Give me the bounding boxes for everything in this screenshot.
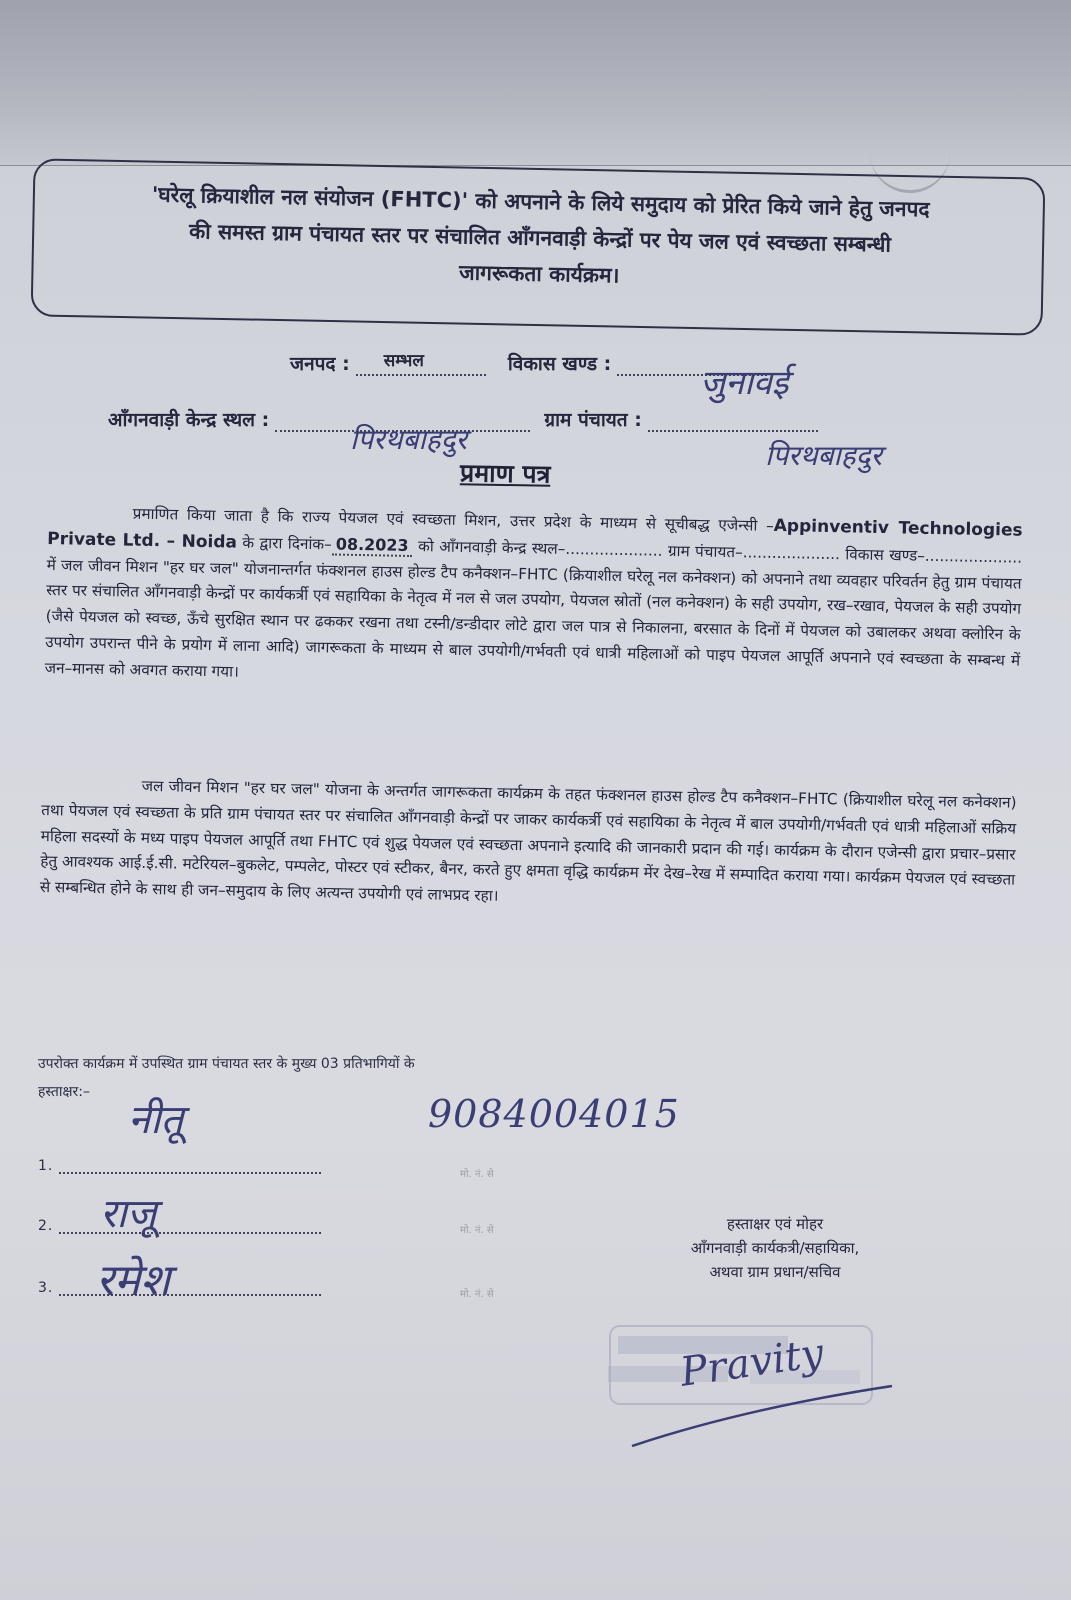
banner-line-1: 'घरेलू क्रियाशील नल संयोजन (FHTC)' को अपनाने के लिये समुदाय को प्रेरित किये जाने हेतु जनपद [151,182,930,222]
participant-3-signature: रमेश [96,1255,171,1306]
participant-line-1 [38,1158,321,1174]
participant-1-signature: नीतू [128,1097,184,1143]
certificate-paragraph-1 [45,500,1023,700]
participant-line-2 [38,1218,321,1234]
gram-panchayat-label: ग्राम पंचायत : [544,409,642,431]
participant-line-1-dots [59,1160,321,1174]
anganwadi-label: आँगनवाड़ी केन्द्र स्थल : [108,409,270,431]
participant-phone-number: 9084004015 [428,1092,680,1136]
vikas-khand-label: विकास खण्ड : [507,353,612,375]
banner-line-2: की समस्त ग्राम पंचायत स्तर पर संचालित आँगनवाड़ी केन्द्रों पर पेय जल एवं स्वच्छता सम्बन्धी [188,219,892,257]
participant-line-2-number: 2. [38,1218,54,1234]
participant-2-signature: राजू [100,1191,157,1237]
authority-signature: Pravity [677,1330,827,1396]
authority-line-3: अथवा ग्राम प्रधान/सचिव [709,1263,841,1281]
participant-line-3 [38,1280,321,1296]
para1-body: को आँगनवाड़ी केन्द्र स्थल–.................... ग्राम पंचायत–.................... विकास खण्ड–.................... में जल जीवन मिशन "हर घर जल" योजनान्तर्गत फंक्शनल हाउस होल्ड टैप कनैक्शन–FHTC (क्रियाशील घरेलू नल कनेक्शन) को अपनाने तथा व्यवहार परिवर्तन हेतु ग्राम पंचायत स्तर पर संचालित आँगनवाड़ी केन्द्रों पर कार्यकर्त्री एवं सहायिका के नेतृत्व में नल से जल उपयोग, पेयजल स्रोतों (नल कनेक्शन) के सही उपयोग, रख–रखाव, पेयजल के सही उपयोग (जैसे पेयजल को स्वच्छ, ऊँचे सुरक्षित स्थान पर ढककर रखना तथा टस्नी/डन्डीदार लोटे द्वारा जल पात्र से निकालना, बरसात के दिनों में पेयजल को उबालकर अथवा क्लोरिन के उपयोग उपरान्त पीने के प्रयोग में लाना आदि) जागरूकता के माध्यम से बाल उपयोगी/गर्भवती एवं धात्री महिलाओं को पाइप पेयजल आपूर्ति अपनाने एवं स्वच्छता के सम्बन्ध में जन–मानस को अवगत कराया गया। [44,536,1023,681]
janpad-label: जनपद : [290,353,350,375]
participant-line-2-dots [59,1220,321,1234]
vikas-khand-handwritten: जुनावई [700,363,789,403]
janpad-row [290,350,767,376]
gram-panchayat-handwritten: पिरथबाहदुर [765,439,882,472]
participants-intro: उपरोक्त कार्यक्रम में उपस्थित ग्राम पंचायत स्तर के मुख्य 03 प्रतिभागियों के [38,1056,415,1072]
authority-signature-stroke [630,1380,900,1450]
certificate-paragraph-2: जल जीवन मिशन "हर घर जल" योजना के अन्तर्गत जागरूकता कार्यक्रम के तहत फंक्शनल हाउस होल्ड टैप कनैक्शन–FHTC (क्रियाशील घरेलू नल कनेक्शन) तथा पेयजल एवं स्वच्छता के प्रति ग्राम पंचायत स्तर पर संचालित आँगनवाड़ी केन्द्रों पर जाकर कार्यकर्त्री एवं सहायिका के नेतृत्व में बाल उपयोगी/गर्भवती एवं धात्री महिलाओं सक्रिय महिला सदस्यों के मध्य पाइप पेयजल आपूर्ति तथा FHTC एवं शुद्ध पेयजल एवं स्वच्छता अपनाने इत्यादि की जानकारी प्रदान की गई। कार्यक्रम के दौरान एजेन्सी द्वारा प्रचार–प्रसार हेतु आवश्यक आई.ई.सी. मटेरियल–बुकलेट, पम्पलेट, पोस्टर एवं स्टीकर, बैनर, करते हुए क्षमता वृद्धि कार्यक्रम मेंर देख–रेख में सम्पादित कराया गया। कार्यक्रम पेयजल एवं स्वच्छता से सम्बन्धित होने के साथ ही जन–समुदाय के लिए अत्यन्त उपयोगी एवं लाभप्रद रहा। [39,776,1017,905]
authority-line-1: हस्ताक्षर एवं मोहर [726,1215,824,1233]
participants-sign-label: हस्ताक्षर:– [38,1084,90,1100]
header-banner-text [69,175,1011,301]
faint-mark-1: मो. नं. से [460,1169,494,1180]
janpad-field [356,351,486,376]
authority-block [655,1212,895,1284]
janpad-value: सम्भल [383,351,424,371]
para1-intro: प्रमाणित किया जाता है कि राज्य पेयजल एवं स्वच्छता मिशन, उत्तर प्रदेश के माध्यम से सूचीबद्ध एजेन्सी – [132,504,774,535]
para1-date-prefix: के द्वारा दिनांक– [236,533,332,554]
faint-mark-2: मो. नं. से [460,1225,494,1236]
banner-line-3: जागरूकता कार्यक्रम। [458,260,620,288]
agency-name: Appinventiv Technologies Private Ltd. – Noida [47,515,1023,553]
gram-panchayat-field [648,412,818,432]
paper-fold-shadow [0,0,1071,166]
faint-mark-3: मो. नं. से [460,1289,494,1300]
certificate-title: प्रमाण पत्र [459,458,551,489]
participant-line-3-number: 3. [38,1280,54,1296]
anganwadi-handwritten: पिरथबाहदुर [350,423,467,456]
authority-line-2: आँगनवाड़ी कार्यकत्री/सहायिका, [690,1239,860,1257]
program-date: 08.2023 [332,534,413,557]
participant-line-1-number: 1. [38,1158,54,1174]
